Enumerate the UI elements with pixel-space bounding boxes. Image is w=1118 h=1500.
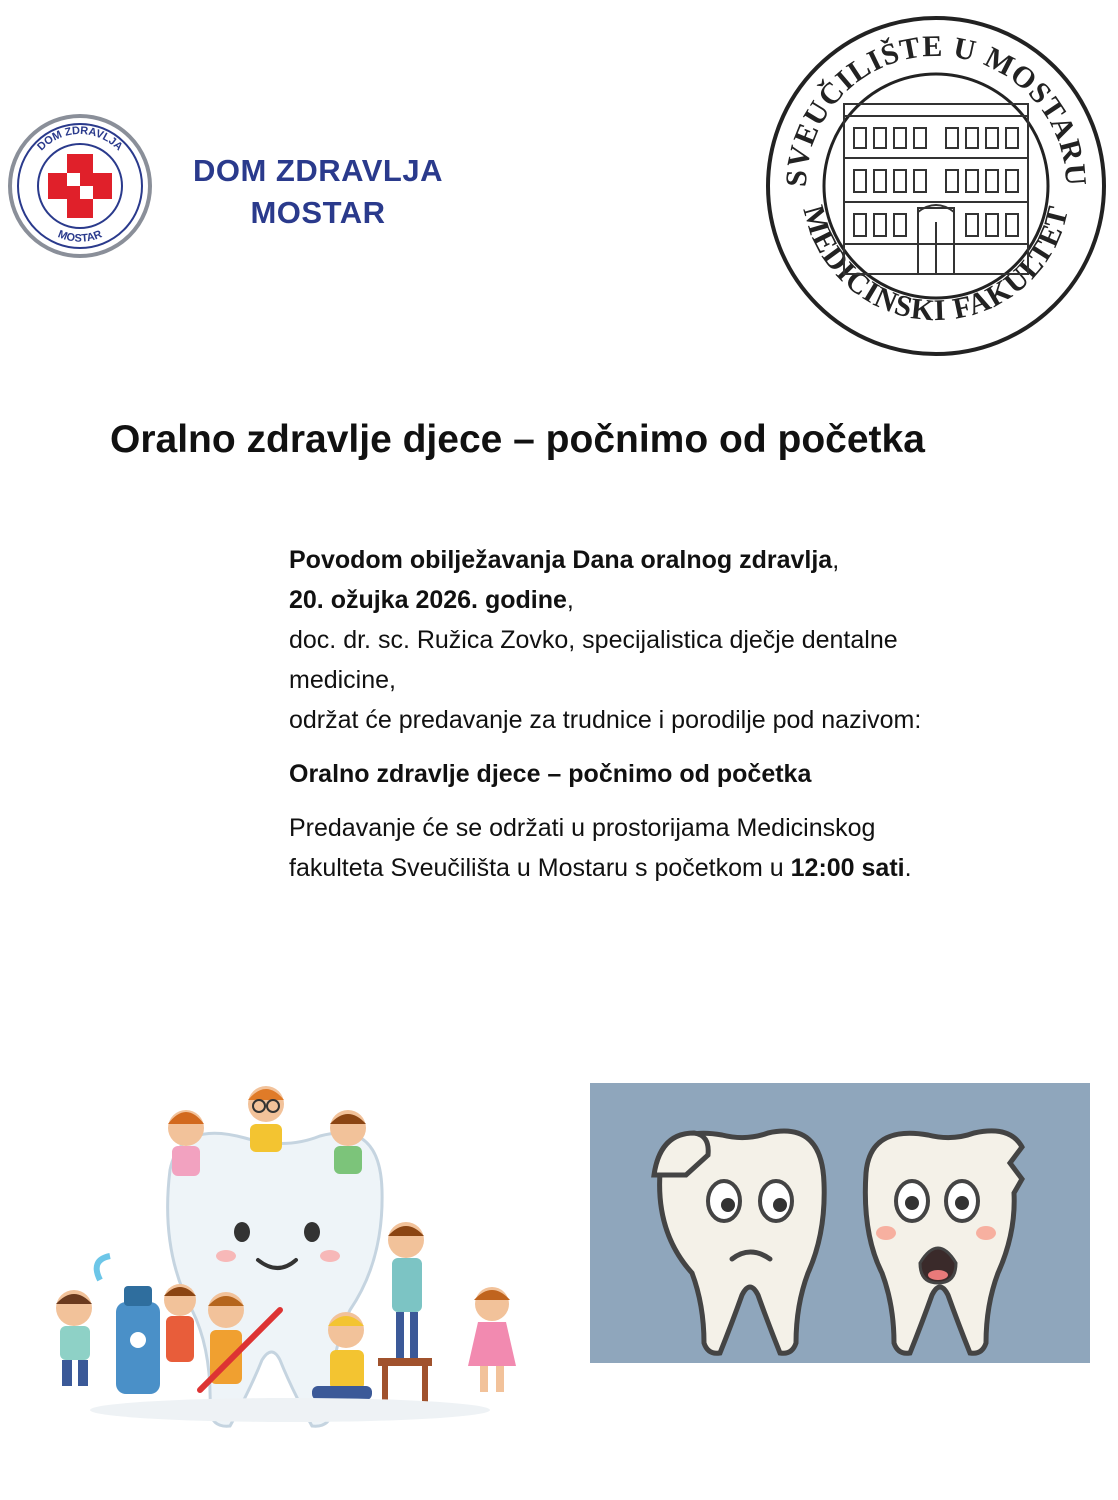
announce-text: održat će predavanje za trudnice i porodilje pod nazivom: xyxy=(289,706,922,734)
intro-comma: , xyxy=(832,546,840,574)
svg-text:DOM ZDRAVLJA xyxy=(35,125,125,153)
logo-bottom-text: MOSTAR xyxy=(56,228,104,245)
date-comma: , xyxy=(566,586,574,614)
lecture-title xyxy=(289,754,939,794)
worried-teeth-illustration xyxy=(590,1083,1090,1363)
logo-top-text: DOM ZDRAVLJA xyxy=(35,124,125,154)
dom-zdravlja-name-line2: MOSTAR xyxy=(250,195,386,230)
location-text xyxy=(289,808,939,888)
kids-tooth-illustration xyxy=(30,1060,540,1440)
lecture-title-bold: Oralno zdravlje djece – počnimo od početka xyxy=(289,760,812,788)
university-seal xyxy=(762,12,1110,360)
dom-zdravlja-logo xyxy=(0,104,160,264)
time-bold: 12:00 sati xyxy=(790,854,905,882)
announcement-body xyxy=(289,540,939,888)
dom-zdravlja-name-line1: DOM ZDRAVLJA xyxy=(193,153,443,188)
intro-bold: Povodom obilježavanja Dana oralnog zdravlja xyxy=(289,546,833,574)
location-body: Predavanje će se održati u prostorijama Medicinskog fakulteta Sveučilišta u Mostaru s početkom u xyxy=(289,814,876,882)
seal-bottom-text: MEDICINSKI FAKULTET xyxy=(796,201,1076,328)
page-title: Oralno zdravlje djece – počnimo od početka xyxy=(110,418,925,461)
seal-top-text: SVEUČILIŠTE U MOSTARU xyxy=(779,29,1093,188)
lecturer-text: doc. dr. sc. Ružica Zovko, specijalistica dječje dentalne medicine, xyxy=(289,626,898,694)
dom-zdravlja-name xyxy=(188,150,448,234)
svg-text:MOSTAR xyxy=(56,228,104,245)
red-cross-icon xyxy=(48,154,112,218)
date-bold: 20. ožujka 2026. godine xyxy=(289,586,567,614)
location-period: . xyxy=(904,854,912,882)
date-line xyxy=(289,580,939,620)
intro-line xyxy=(289,540,939,580)
toothpaste-icon xyxy=(97,1256,160,1394)
